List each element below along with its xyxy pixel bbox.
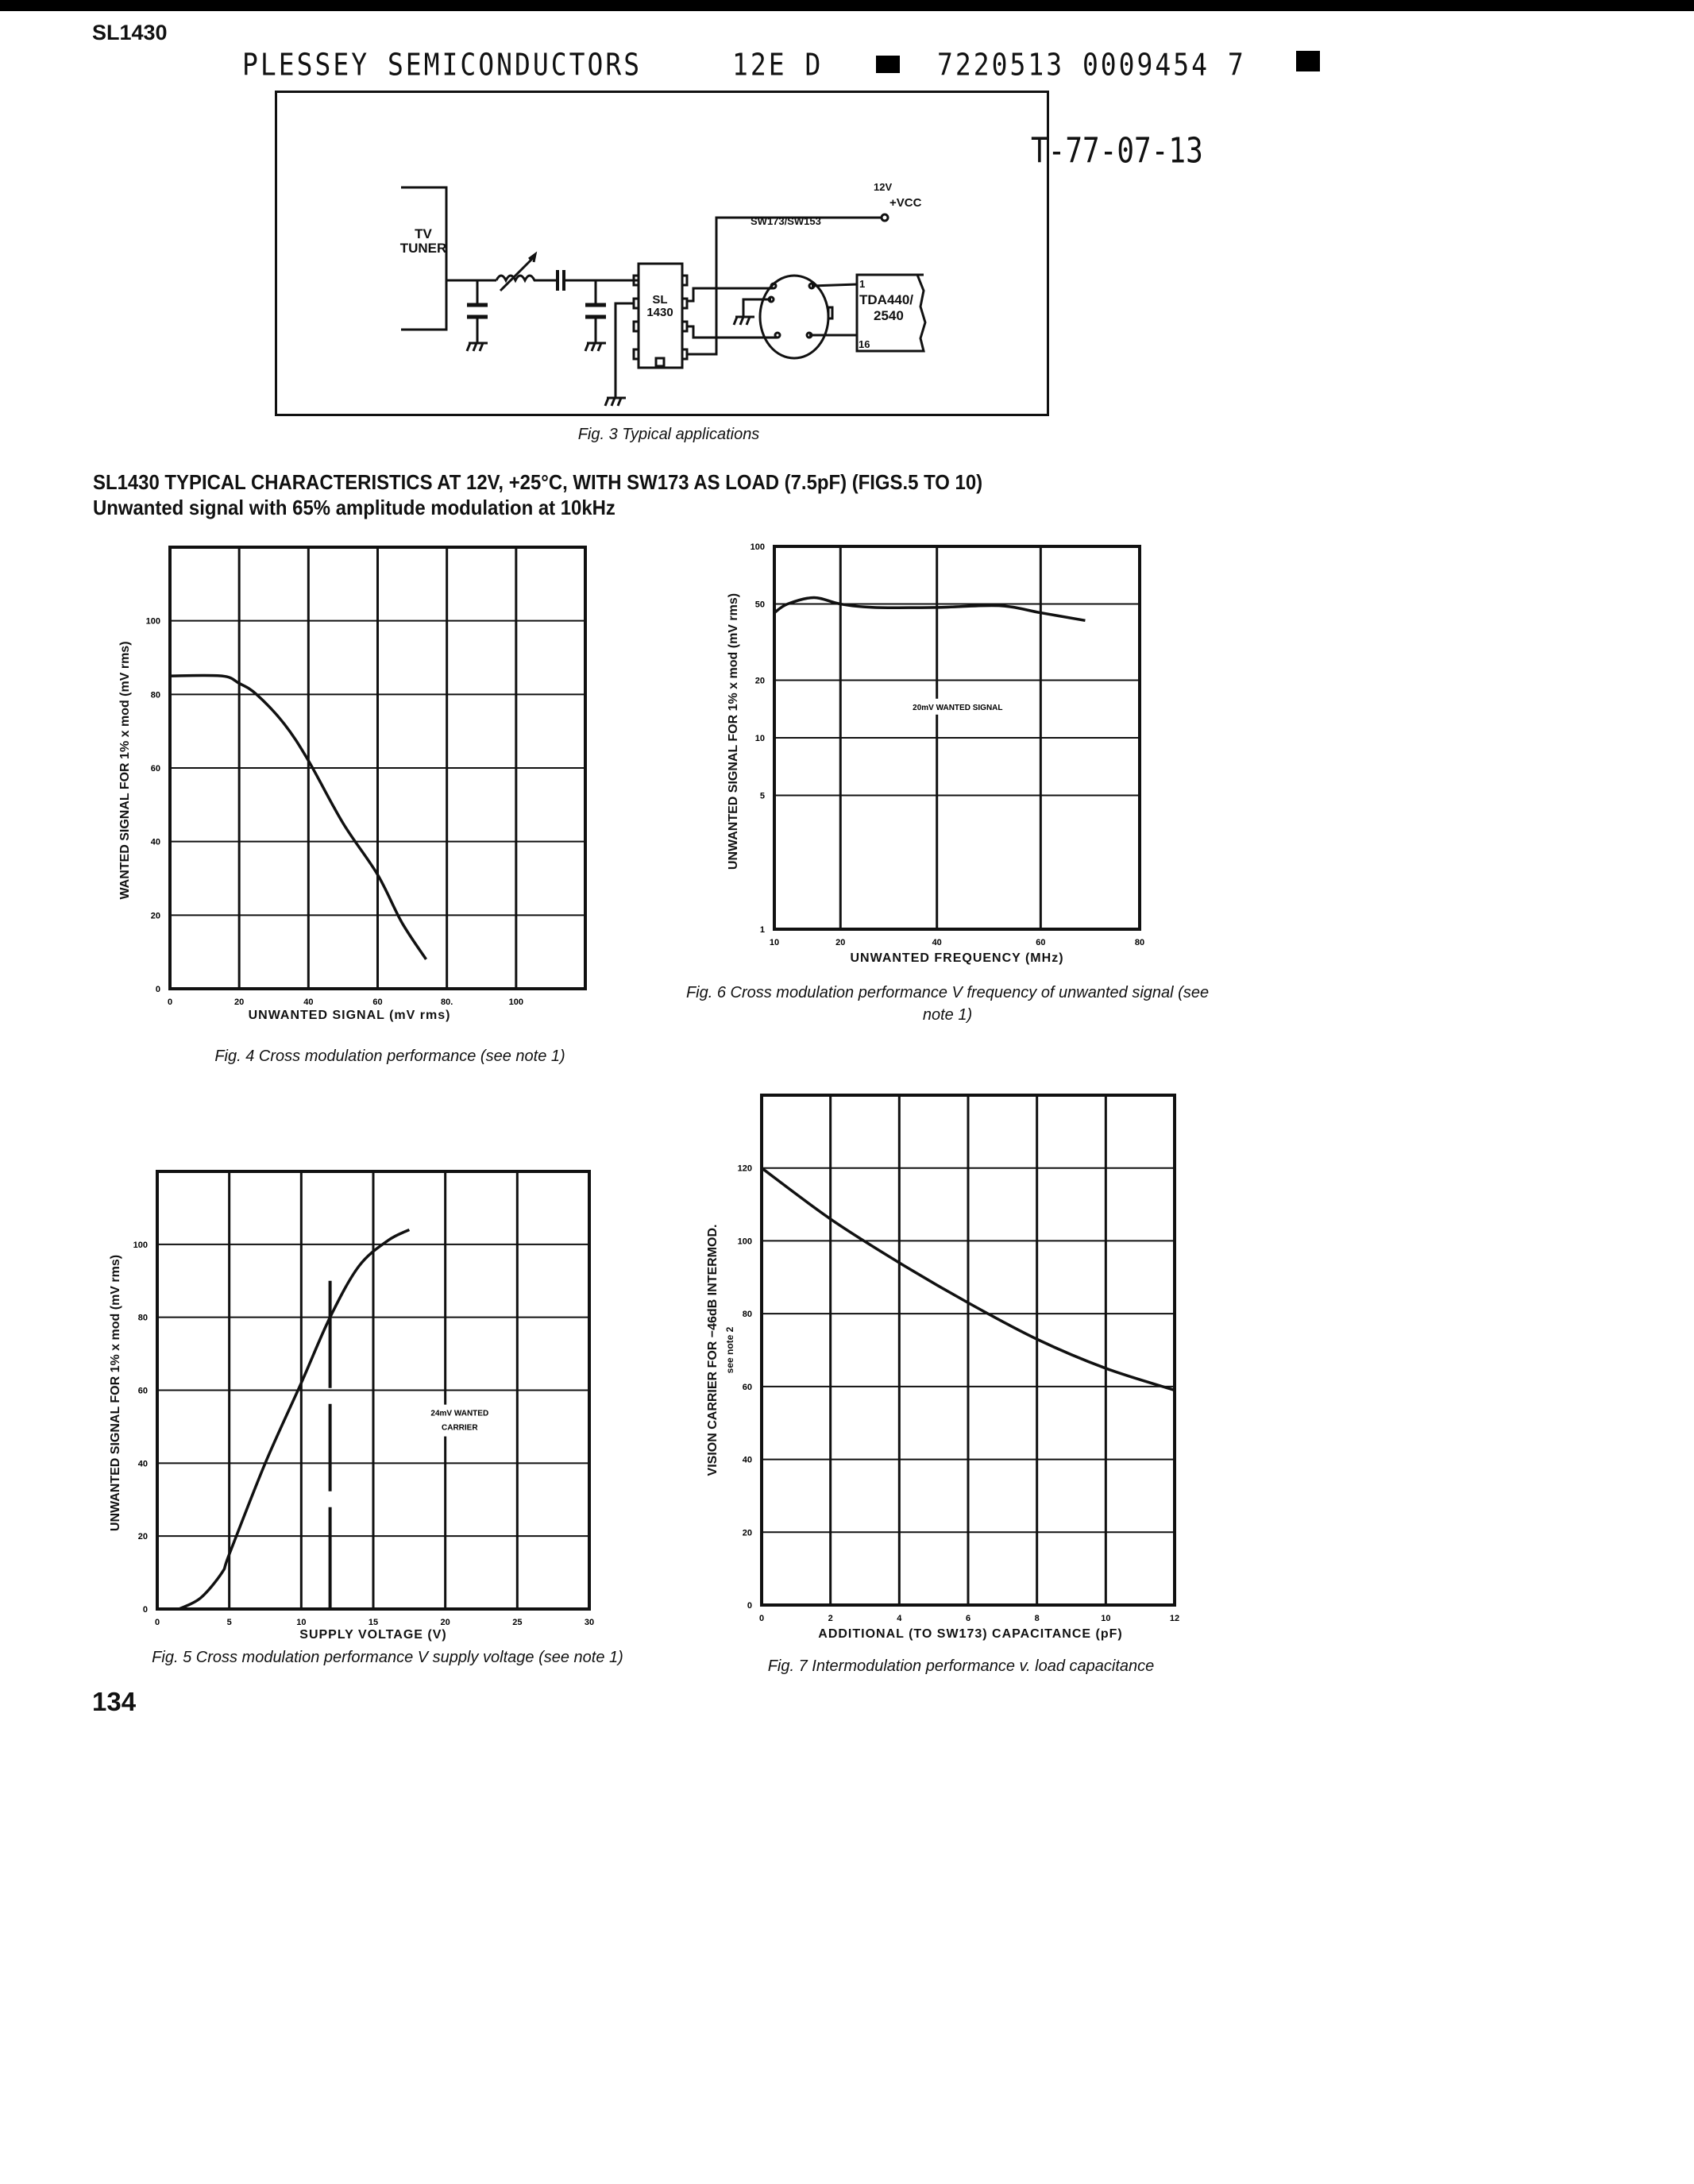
fig7-xlabel: ADDITIONAL (TO SW173) CAPACITANCE (pF) [818, 1627, 1123, 1641]
x-tick-label: 30 [584, 1618, 595, 1627]
y-tick-label: 0 [155, 985, 160, 994]
y-tick-label: 0 [142, 1605, 148, 1615]
x-tick-label: 2 [828, 1614, 833, 1623]
application-circuit-diagram [0, 0, 1694, 445]
y-tick-label: 80 [742, 1310, 752, 1320]
fig4-caption: Fig. 4 Cross modulation performance (see note 1) [214, 1048, 565, 1065]
chart-annotation: 20mV WANTED SIGNAL [913, 703, 1003, 712]
y-tick-label: 40 [137, 1459, 148, 1469]
company-name: PLESSEY SEMICONDUCTORS [242, 47, 642, 83]
y-tick-label: 80 [150, 690, 160, 700]
header-code: 12E D [732, 47, 824, 83]
tda-label-1: TDA440/ [859, 292, 914, 307]
x-tick-label: 15 [368, 1618, 379, 1627]
section-title: SL1430 TYPICAL CHARACTERISTICS AT 12V, +25°C, WITH SW173 AS LOAD (7.5pF) (FIGS.5 TO 10) [93, 470, 983, 494]
y-tick-label: 100 [145, 616, 160, 627]
fig7-ylabel: VISION CARRIER FOR −46dB INTERMOD. [706, 1224, 720, 1476]
y-tick-label: 60 [137, 1386, 148, 1396]
tuner-label-2: TUNER [399, 241, 447, 256]
fig5-xlabel: SUPPLY VOLTAGE (V) [299, 1628, 447, 1642]
tda-label-2: 2540 [874, 308, 904, 323]
fig4-ylabel: WANTED SIGNAL FOR 1% x mod (mV rms) [118, 641, 132, 900]
y-tick-label: 60 [150, 764, 160, 774]
x-tick-label: 0 [758, 1614, 765, 1623]
fig4-chart [145, 547, 585, 1007]
fig5-chart [133, 1171, 595, 1627]
chart-annotation: 24mV WANTED CARRIER [430, 1409, 489, 1433]
fig6-xlabel: UNWANTED FREQUENCY (MHz) [850, 951, 1064, 965]
x-tick-label: 5 [226, 1618, 232, 1627]
x-tick-label: 10 [769, 938, 780, 947]
y-tick-label: 60 [742, 1382, 752, 1392]
y-tick-label: 10 [754, 734, 765, 743]
document-code: T-77-07-13 [1031, 131, 1203, 172]
fig5-svg [133, 1171, 595, 1627]
x-tick-label: 20 [440, 1618, 450, 1627]
x-tick-label: 8 [1034, 1614, 1040, 1623]
y-tick-label: 20 [742, 1528, 752, 1538]
series-line [170, 675, 426, 959]
fig4-svg [145, 547, 585, 1007]
y-tick-label: 20 [754, 676, 765, 686]
x-tick-label: 40 [303, 997, 314, 1007]
x-tick-label: 20 [234, 997, 245, 1007]
x-tick-label: 0 [154, 1618, 160, 1627]
fig3-caption: Fig. 3 Typical applications [577, 426, 760, 443]
fig7-caption: Fig. 7 Intermodulation performance v. load capacitance [767, 1657, 1155, 1675]
fig7-ylabel-note: see note 2 [724, 1326, 735, 1374]
part-number: SL1430 [92, 21, 168, 44]
section-subtitle: Unwanted signal with 65% amplitude modulation at 10kHz [93, 496, 615, 519]
x-tick-label: 60 [1036, 938, 1046, 947]
y-tick-label: 5 [759, 791, 765, 801]
x-tick-label: 100 [508, 997, 524, 1007]
fig6-svg [750, 542, 1145, 947]
fig5-ylabel: UNWANTED SIGNAL FOR 1% x mod (mV rms) [109, 1254, 122, 1532]
fig6-caption: Fig. 6 Cross modulation performance V frequency of unwanted signal (see note 1) [685, 984, 1210, 1024]
fig5-caption: Fig. 5 Cross modulation performance V supply voltage (see note 1) [152, 1649, 623, 1666]
y-tick-label: 100 [737, 1237, 752, 1247]
ic-label-2: 1430 [646, 306, 673, 319]
fig7-chart [737, 1095, 1180, 1623]
y-tick-label: 80 [137, 1313, 148, 1323]
series-line [774, 597, 1085, 620]
x-tick-label: 6 [965, 1614, 971, 1623]
x-tick-label: 4 [897, 1614, 902, 1623]
x-tick-label: 80 [1134, 938, 1145, 947]
x-tick-label: 10 [1101, 1614, 1111, 1623]
supply-voltage-label: 12V [874, 181, 893, 193]
x-tick-label: 40 [932, 938, 942, 947]
y-tick-label: 100 [750, 542, 765, 552]
y-tick-label: 20 [150, 911, 160, 921]
x-tick-label: 12 [1169, 1614, 1180, 1623]
x-tick-label: 60 [372, 997, 383, 1007]
fig7-svg [737, 1095, 1180, 1623]
y-tick-label: 1 [759, 925, 765, 935]
x-tick-label: 0 [167, 997, 173, 1007]
y-tick-label: 0 [747, 1601, 752, 1611]
fig6-ylabel: UNWANTED SIGNAL FOR 1% x mod (mV rms) [727, 592, 740, 870]
tda-pin1: 1 [859, 278, 866, 290]
x-tick-label: 20 [835, 938, 846, 947]
y-tick-label: 40 [150, 837, 160, 847]
tda-pin16: 16 [859, 338, 870, 350]
switch-label: SW173/SW153 [751, 215, 821, 227]
x-tick-label: 80. [441, 997, 453, 1007]
header-serial: 7220513 0009454 7 [937, 47, 1246, 83]
ic-label-1: SL [652, 293, 668, 307]
y-tick-label: 50 [754, 600, 765, 610]
series-line [179, 1229, 409, 1609]
x-tick-label: 10 [296, 1618, 307, 1627]
page-number: 134 [92, 1687, 137, 1716]
y-tick-label: 120 [737, 1163, 752, 1174]
y-tick-label: 20 [137, 1532, 148, 1542]
vcc-label: +VCC [889, 196, 922, 210]
fig4-xlabel: UNWANTED SIGNAL (mV rms) [248, 1009, 451, 1022]
y-tick-label: 100 [133, 1240, 148, 1250]
fig6-chart [750, 542, 1145, 947]
x-tick-label: 25 [512, 1618, 523, 1627]
tuner-label-1: TV [415, 226, 432, 241]
y-tick-label: 40 [742, 1455, 752, 1465]
